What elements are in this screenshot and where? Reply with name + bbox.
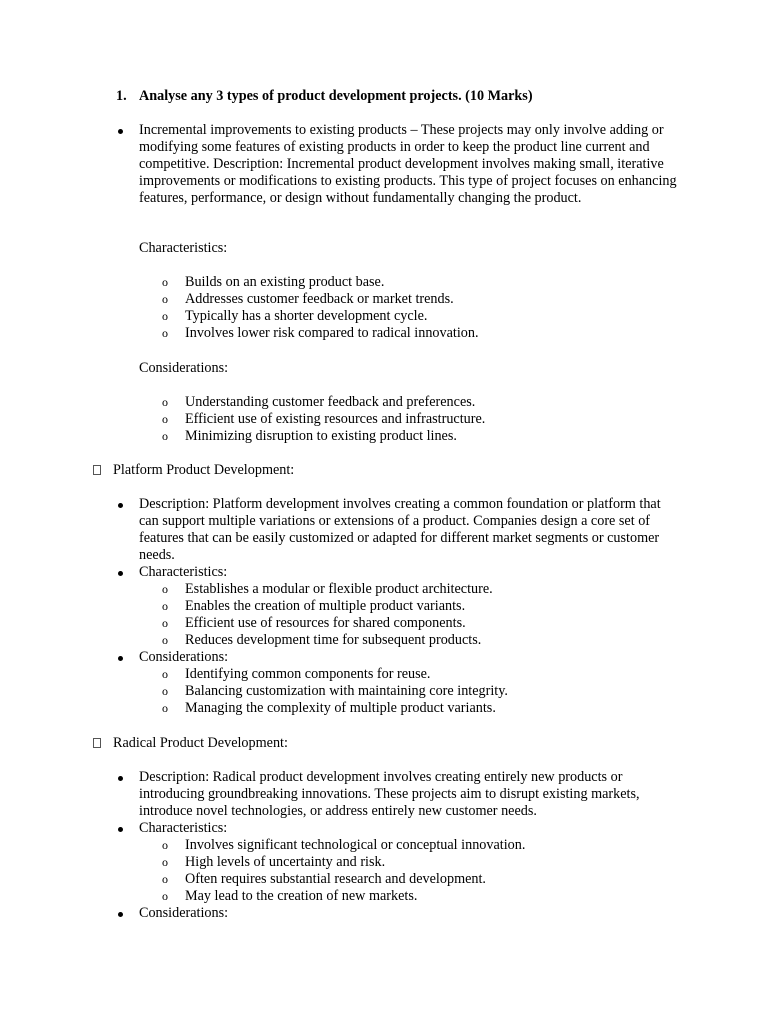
sub-bullet-icon: o xyxy=(162,309,168,323)
radical-considerations-label: Considerations: xyxy=(139,905,229,921)
sub-bullet-icon: o xyxy=(162,889,168,903)
incremental-considerations-label: Considerations: xyxy=(139,360,229,376)
list-item: May lead to the creation of new markets. xyxy=(185,888,418,904)
radical-section-title: Radical Product Development: xyxy=(113,735,288,751)
question-number: 1. xyxy=(116,88,127,104)
list-item: Enables the creation of multiple product variants. xyxy=(185,598,466,614)
platform-considerations-label: Considerations: xyxy=(139,649,229,665)
sub-bullet-icon: o xyxy=(162,275,168,289)
radical-description: Description: Radical product development involves creating entirely new products or introducing groundbreaking innovations. These projects aim to disrupt existing markets, introduce novel technologies, or address entirely new customer needs. xyxy=(139,769,640,819)
platform-section-title: Platform Product Development: xyxy=(113,462,295,478)
sub-bullet-icon: o xyxy=(162,701,168,715)
sub-bullet-icon: o xyxy=(162,412,168,426)
sub-bullet-icon: o xyxy=(162,582,168,596)
list-item: Typically has a shorter development cycle. xyxy=(185,308,428,324)
sub-bullet-icon: o xyxy=(162,872,168,886)
radical-characteristics-label: Characteristics: xyxy=(139,820,228,836)
missing-glyph-icon xyxy=(93,738,101,748)
list-item: Builds on an existing product base. xyxy=(185,274,385,290)
list-item: Involves lower risk compared to radical innovation. xyxy=(185,325,479,341)
list-item: Minimizing disruption to existing product lines. xyxy=(185,428,457,444)
bullet-icon xyxy=(116,564,128,576)
bullet-icon xyxy=(116,649,128,661)
list-item: Identifying common components for reuse. xyxy=(185,666,431,682)
list-item: Managing the complexity of multiple product variants. xyxy=(185,700,496,716)
question-title: Analyse any 3 types of product development projects. (10 Marks) xyxy=(139,88,533,104)
sub-bullet-icon: o xyxy=(162,599,168,613)
list-item: Involves significant technological or conceptual innovation. xyxy=(185,837,526,853)
list-item: Addresses customer feedback or market trends. xyxy=(185,291,454,307)
bullet-icon xyxy=(116,769,128,781)
sub-bullet-icon: o xyxy=(162,667,168,681)
sub-bullet-icon: o xyxy=(162,838,168,852)
list-item: Understanding customer feedback and preferences. xyxy=(185,394,476,410)
platform-description: Description: Platform development involves creating a common foundation or platform that can support multiple variations or extensions of a product. Companies design a core set of features that can be easily customized or adapted for different market segments or customer needs. xyxy=(139,496,661,563)
list-item: Balancing customization with maintaining core integrity. xyxy=(185,683,508,699)
list-item: Reduces development time for subsequent products. xyxy=(185,632,482,648)
sub-bullet-icon: o xyxy=(162,684,168,698)
sub-bullet-icon: o xyxy=(162,616,168,630)
sub-bullet-icon: o xyxy=(162,326,168,340)
bullet-icon xyxy=(116,820,128,832)
sub-bullet-icon: o xyxy=(162,292,168,306)
bullet-icon xyxy=(116,122,128,134)
list-item: Efficient use of resources for shared components. xyxy=(185,615,466,631)
list-item: Often requires substantial research and development. xyxy=(185,871,486,887)
sub-bullet-icon: o xyxy=(162,395,168,409)
list-item: Establishes a modular or flexible product architecture. xyxy=(185,581,493,597)
sub-bullet-icon: o xyxy=(162,633,168,647)
incremental-characteristics-label: Characteristics: xyxy=(139,240,228,256)
list-item: High levels of uncertainty and risk. xyxy=(185,854,386,870)
bullet-icon xyxy=(116,496,128,508)
missing-glyph-icon xyxy=(93,465,101,475)
bullet-icon xyxy=(116,905,128,917)
question-heading xyxy=(116,88,533,105)
sub-bullet-icon: o xyxy=(162,855,168,869)
list-item: Efficient use of existing resources and infrastructure. xyxy=(185,411,486,427)
sub-bullet-icon: o xyxy=(162,429,168,443)
platform-characteristics-label: Characteristics: xyxy=(139,564,228,580)
incremental-intro: Incremental improvements to existing products – These projects may only involve adding or modifying some features of existing products in order to keep the product line current and competitive. Description: Incremental product development involves making small, iterative improvements or modifications to existing products. This type of project focuses on enhancing features, performance, or design without fundamentally changing the product. xyxy=(139,122,677,206)
